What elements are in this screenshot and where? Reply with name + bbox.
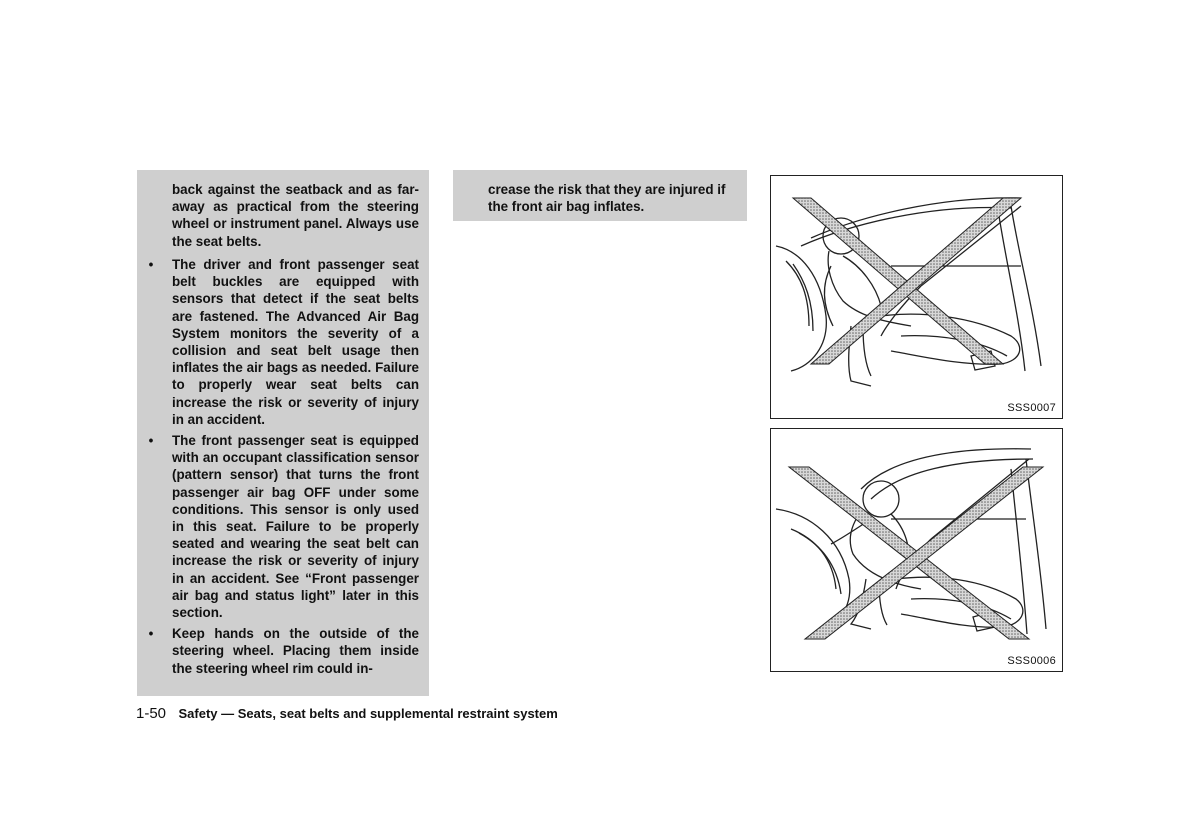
section-title: Safety — Seats, seat belts and supplemental restraint system bbox=[178, 706, 558, 721]
warning-box-column-1 bbox=[137, 170, 429, 696]
continued-paragraph: back against the seatback and as far-away as practical from the steering wheel or instrument panel. Always use the seat belts. bbox=[172, 182, 419, 249]
continued-paragraph: crease the risk that they are injured if the front air bag inflates. bbox=[488, 182, 726, 215]
bullet-list bbox=[146, 256, 419, 681]
bullet-item-occupant-sensor bbox=[146, 432, 419, 621]
bullet-text: The driver and front passenger seat belt buckles are equipped with sensors that detect if the seat belts are fastened. The Advanced Air Bag System monitors the severity of a collision and seat belt usage then inflates the air bags as needed. Failure to properly wear seat belts can increase the risk or severity of injury in an accident. bbox=[172, 257, 419, 427]
page-footer bbox=[136, 705, 558, 723]
bullet-marker: • bbox=[148, 257, 154, 272]
child-improperly-seated-crossed-out-illustration-icon bbox=[771, 176, 1062, 418]
figure-sss0006 bbox=[770, 428, 1063, 672]
child-leaning-forward-crossed-out-illustration-icon bbox=[771, 429, 1062, 671]
bullet-text: The front passenger seat is equipped with an occupant classification sensor (pattern sensor) that turns the front passenger air bag OFF under some conditions. This sensor is only used in this seat. Failure to be properly seated and wearing the seat belt can increase the risk or severity of injury in an accident. See “Front passenger air bag and status light” later in this section. bbox=[172, 433, 419, 621]
bullet-item-seat-belt-sensors bbox=[146, 256, 419, 428]
bullet-marker: • bbox=[148, 433, 154, 449]
figure-code: SSS0007 bbox=[1007, 402, 1056, 414]
bullet-marker: • bbox=[148, 626, 154, 642]
warning-box-column-2 bbox=[453, 170, 747, 221]
bullet-text: Keep hands on the outside of the steering wheel. Placing them inside the steering wheel rim could in- bbox=[172, 626, 419, 676]
bullet-item-hands-on-wheel bbox=[146, 625, 419, 677]
figure-sss0007 bbox=[770, 175, 1063, 419]
page-number: 1-50 bbox=[136, 705, 167, 722]
figure-code: SSS0006 bbox=[1007, 655, 1056, 667]
